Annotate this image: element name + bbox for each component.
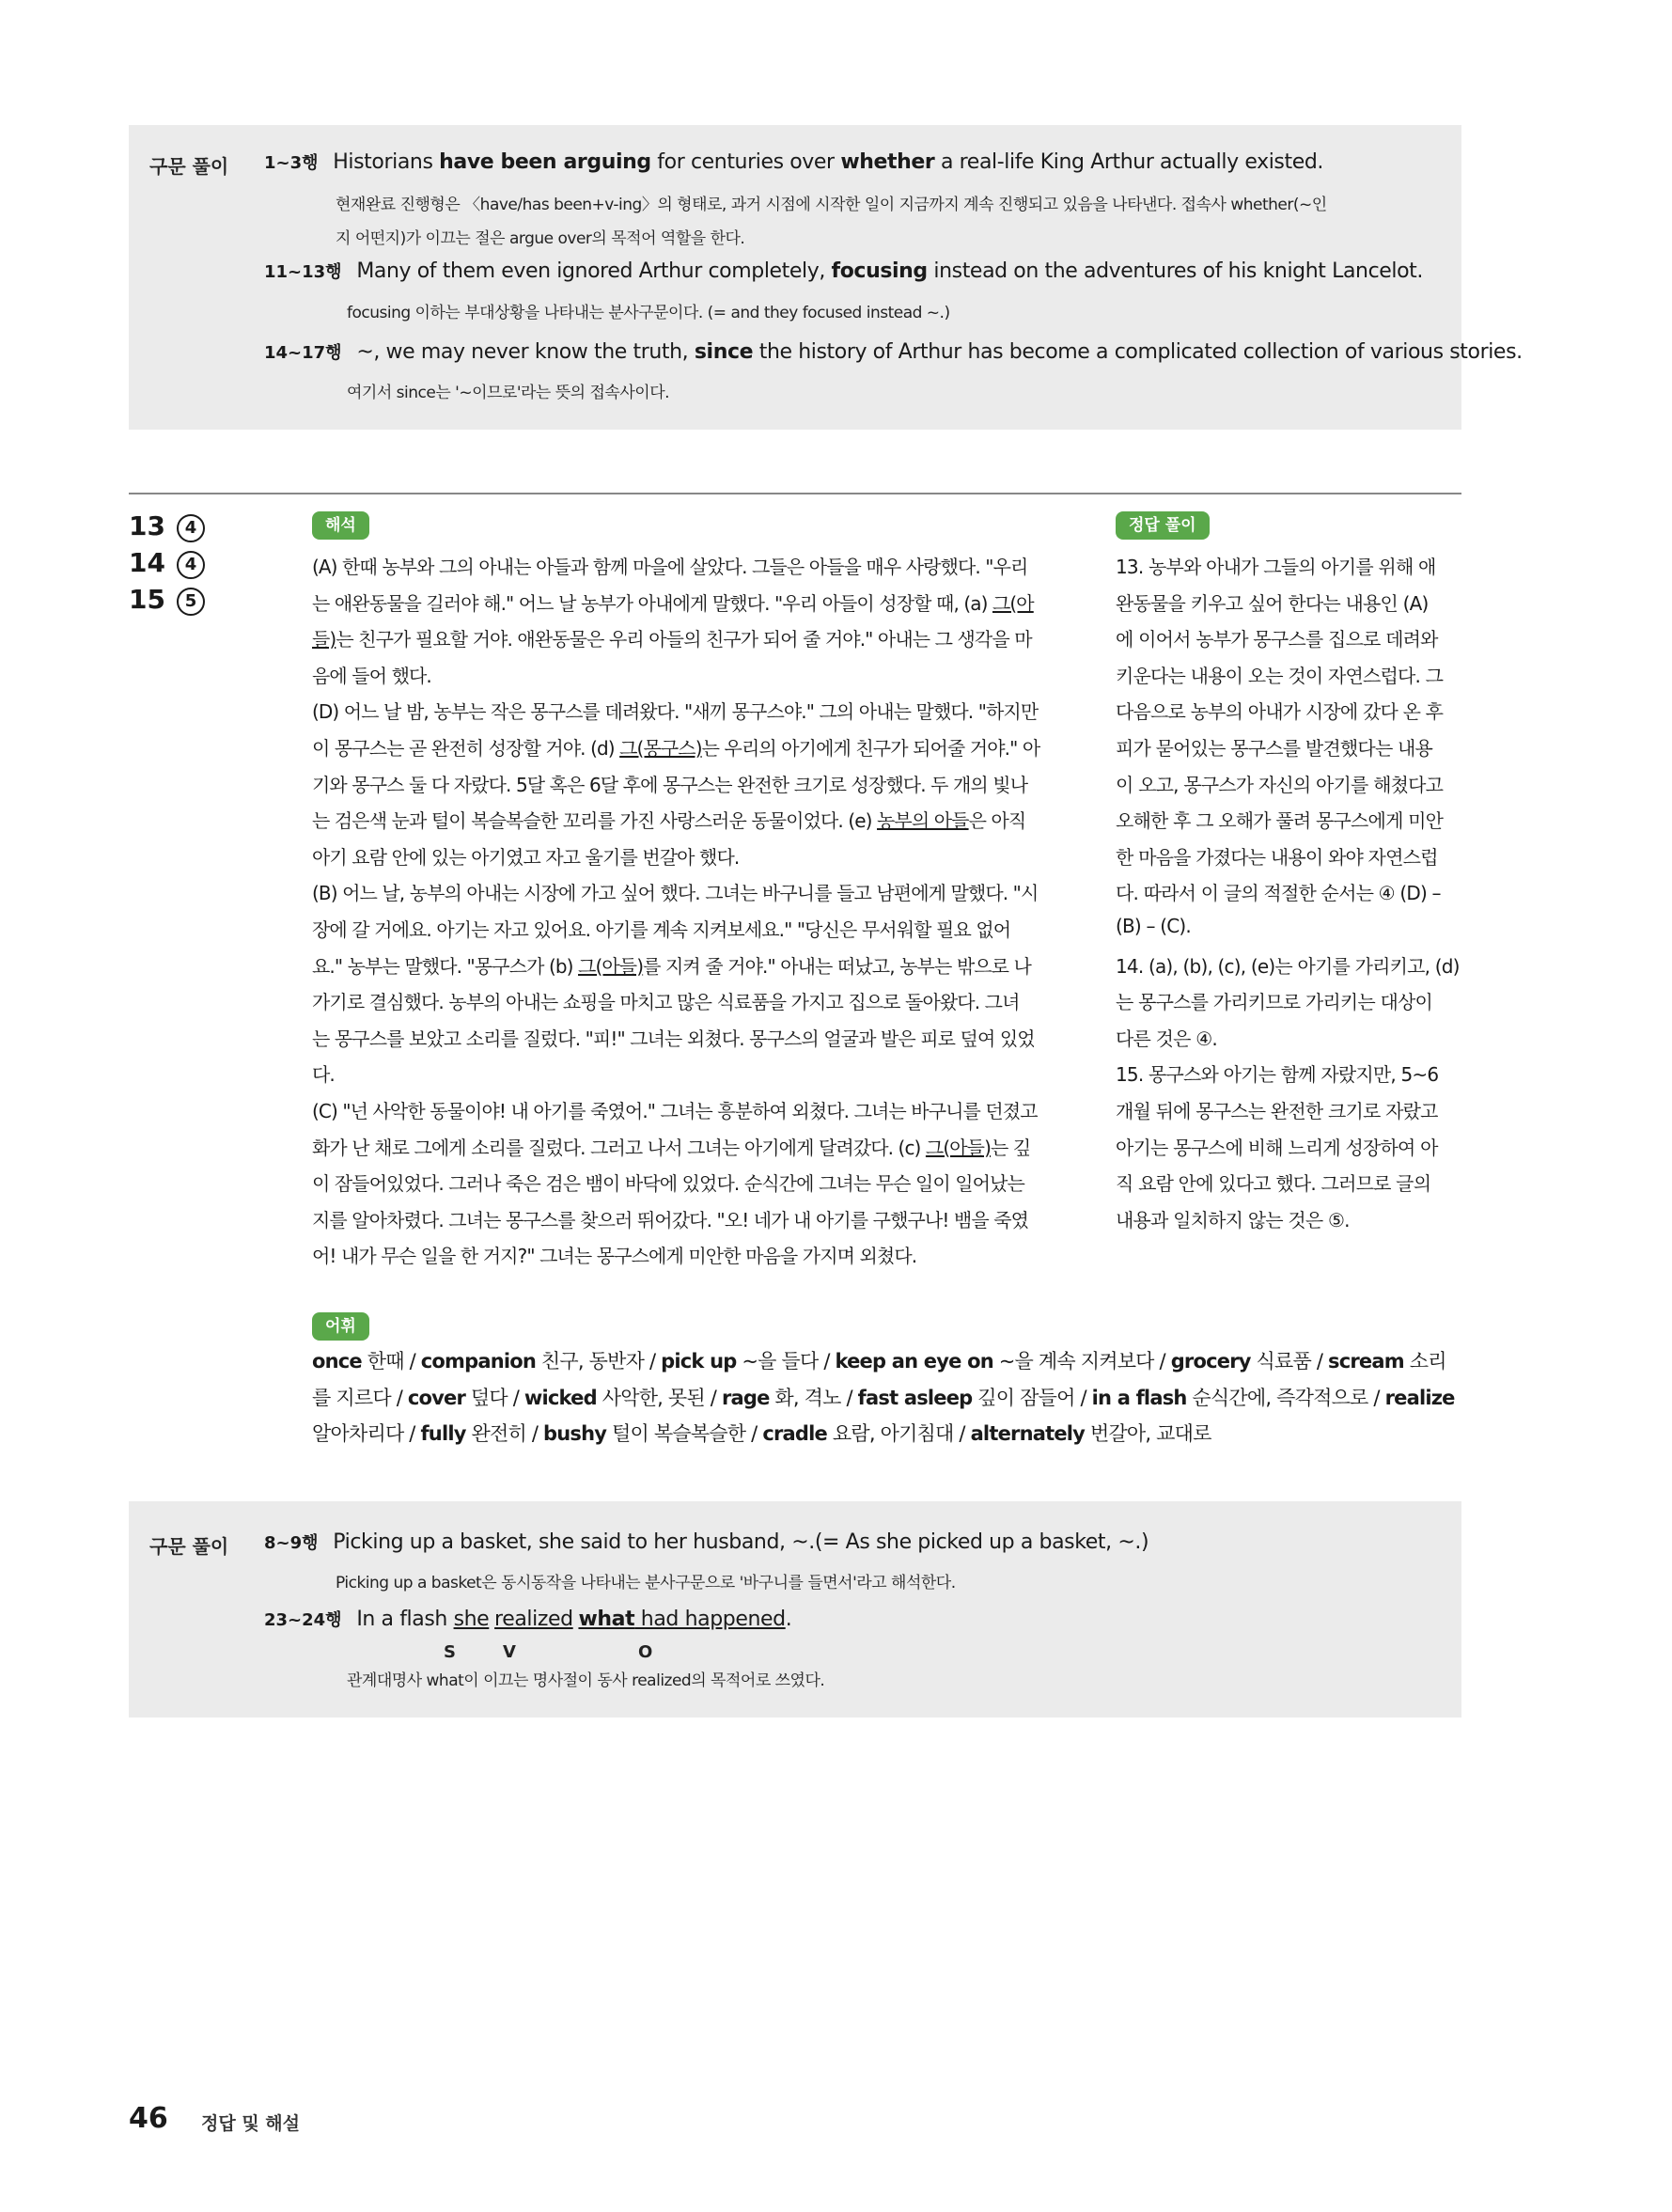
explanation-line: 이 오고, 몽구스가 자신의 아기를 해쳤다고 — [1116, 773, 1444, 796]
vocab-term: fast asleep — [857, 1386, 973, 1409]
vocab-term: cradle — [762, 1422, 827, 1445]
vocab-term: grocery — [1170, 1350, 1251, 1373]
box2-label: 구문 풀이 — [149, 1535, 229, 1558]
vocab-term: realize — [1384, 1386, 1455, 1409]
vocab-term: cover — [407, 1386, 466, 1409]
translation-label: 해석 — [312, 511, 369, 540]
answer-14: 14 4 — [129, 547, 205, 579]
vocab-meaning: 완전히 / — [465, 1422, 544, 1445]
subject-marker: S — [444, 1642, 456, 1662]
box2-row-2: 23~24행 In a flash she realized what had happened. — [264, 1608, 792, 1631]
vocab-meaning: 식료품 / — [1250, 1350, 1329, 1373]
section-divider — [129, 493, 1461, 494]
translation-line: 기와 몽구스 둘 다 자랐다. 5달 혹은 6달 후에 몽구스는 완전한 크기로 성장했다. 두 개의 빛나 — [312, 773, 1028, 796]
explanation-line: 다. 따라서 이 글의 적절한 순서는 ④ (D) – — [1116, 882, 1441, 905]
explanation-line: (B) – (C). — [1116, 915, 1191, 937]
vocab-meaning: 화, 격노 / — [769, 1386, 858, 1409]
translation-line: (B) 어느 날, 농부의 아내는 시장에 가고 싶어 했다. 그녀는 바구니를 들고 남편에게 말했다. "시 — [312, 882, 1039, 905]
vocab-meaning: 친구, 동반자 / — [536, 1350, 662, 1373]
explanation-line: 13. 농부와 아내가 그들의 아기를 위해 애 — [1116, 556, 1436, 578]
box1-label: 구문 풀이 — [149, 155, 229, 178]
box1-row-2: 11~13행 Many of them even ignored Arthur completely, focusing instead on the adventures of his knight Lancelot. — [264, 259, 1424, 283]
box1-row-1: 1~3행 Historians have been arguing for centuries over whether a real-life King Arthur actually existed. — [264, 150, 1323, 174]
box2-row-1: 8~9행 Picking up a basket, she said to her husband, ~.(= As she picked up a basket, ~.) — [264, 1530, 1149, 1554]
explanation-line: 내용과 일치하지 않는 것은 ⑤. — [1116, 1208, 1350, 1232]
translation-line: (C) "넌 사악한 동물이야! 내 아기를 죽였어." 그녀는 흥분하여 외쳤다. 그녀는 바구니를 던졌고 — [312, 1100, 1038, 1122]
vocab-line — [312, 1346, 1446, 1374]
answer-13: 13 4 — [129, 510, 205, 542]
vocab-term: in a flash — [1091, 1386, 1187, 1409]
translation-line: 들)는 친구가 필요할 거야. 애완동물은 우리 아들의 친구가 되어 줄 거야." 아내는 그 생각을 마 — [312, 628, 1032, 651]
vocab-meaning: 한때 / — [361, 1350, 421, 1373]
explanation-line: 개월 뒤에 몽구스는 완전한 크기로 자랐고 — [1116, 1100, 1438, 1122]
explanation-line: 15. 몽구스와 아기는 함께 자랐지만, 5~6 — [1116, 1063, 1439, 1087]
vocab-meaning: 를 지르다 / — [312, 1386, 408, 1409]
explanation-line: 키운다는 내용이 오는 것이 자연스럽다. 그 — [1116, 664, 1444, 687]
box1-note-2: 지 어떤지)가 이끄는 절은 argue over의 목적어 역할을 한다. — [336, 229, 745, 248]
box1-note-4: 여기서 since는 '~이므로'라는 뜻의 접속사이다. — [347, 384, 670, 402]
vocab-line — [312, 1419, 1211, 1447]
vocab-term: scream — [1328, 1350, 1404, 1373]
grammar-box-1 — [129, 125, 1523, 430]
grammar-box-2 — [129, 1501, 1461, 1718]
box1-note-1: 현재완료 진행형은 〈have/has been+v-ing〉의 형태로, 과거 시점에 시작한 일이 지금까지 계속 진행되고 있음을 나타낸다. 접속사 whether(~인 — [336, 196, 1327, 214]
translation-line: 가기로 결심했다. 농부의 아내는 쇼핑을 마치고 많은 식료품을 가지고 집으로 돌아왔다. 그녀 — [312, 991, 1020, 1014]
footer-title: 정답 및 해설 — [201, 2113, 300, 2134]
verb-marker: V — [503, 1642, 516, 1662]
translation-line: 는 몽구스를 보았고 소리를 질렀다. "피!" 그녀는 외쳤다. 몽구스의 얼굴과 발은 피로 덮여 있었 — [312, 1027, 1035, 1050]
explanation-line: 다른 것은 ④. — [1116, 1027, 1217, 1050]
vocab-meaning: 털이 복슬복슬한 / — [606, 1422, 763, 1445]
vocab-meaning: 요람, 아기침대 / — [826, 1422, 971, 1445]
translation-line: (A) 한때 농부와 그의 아내는 아들과 함께 마을에 살았다. 그들은 아들을 매우 사랑했다. "우리 — [312, 556, 1028, 578]
translation-line: 이 잠들어있었다. 그러나 죽은 검은 뱀이 바닥에 있었다. 순식간에 그녀는 무슨 일이 일어났는 — [312, 1172, 1024, 1196]
explanation-line: 다음으로 농부의 아내가 시장에 갔다 온 후 — [1116, 700, 1444, 724]
vocab-term: pick up — [661, 1350, 737, 1373]
vocab-term: bushy — [543, 1422, 607, 1445]
vocab-meaning: 깊이 잠들어 / — [972, 1386, 1092, 1409]
translation-line: 는 검은색 눈과 털이 복슬복슬한 꼬리를 가진 사랑스러운 동물이었다. (e) 농부의 아들은 아직 — [312, 809, 1026, 833]
vocab-meaning: 알아차리다 / — [312, 1422, 421, 1445]
translation-line: 음에 들어 했다. — [312, 664, 431, 687]
vocab-term: keep an eye on — [835, 1350, 993, 1373]
vocab-line — [312, 1383, 1455, 1411]
box2-note-2: 관계대명사 what이 이끄는 명사절이 동사 realized의 목적어로 쓰였다. — [347, 1671, 825, 1690]
vocab-meaning: 순식간에, 즉각적으로 / — [1186, 1386, 1385, 1409]
vocab-term: fully — [420, 1422, 466, 1445]
vocab-term: wicked — [523, 1386, 597, 1409]
explanation-line: 한 마음을 가졌다는 내용이 와야 자연스럽 — [1116, 845, 1438, 869]
translation-line: 장에 갈 거에요. 아기는 자고 있어요. 아기를 계속 지켜보세요." "당신은 무서워할 필요 없어 — [312, 918, 1011, 941]
vocab-term: once — [312, 1350, 362, 1373]
vocab-meaning: ~을 계속 지켜보다 / — [992, 1350, 1171, 1373]
vocab-term: rage — [721, 1386, 770, 1409]
translation-line: 는 애완동물을 길러야 해." 어느 날 농부가 아내에게 말했다. "우리 아들이 성장할 때, (a) 그(아 — [312, 591, 1034, 615]
explanation-line: 완동물을 키우고 싶어 한다는 내용인 (A) — [1116, 591, 1429, 615]
explanation-line: 피가 묻어있는 몽구스를 발견했다는 내용 — [1116, 737, 1433, 760]
translation-line: 아기 요람 안에 있는 아기였고 자고 울기를 번갈아 했다. — [312, 845, 740, 869]
translation-line: 어! 내가 무슨 일을 한 거지?" 그녀는 몽구스에게 미안한 마음을 가지며 외쳤다. — [312, 1245, 917, 1268]
vocab-term: companion — [420, 1350, 537, 1373]
vocab-meaning: 소리 — [1403, 1350, 1446, 1373]
translation-line: 지를 알아차렸다. 그녀는 몽구스를 찾으러 뛰어갔다. "오! 네가 내 아기를 구했구나! 뱀을 죽였 — [312, 1208, 1029, 1232]
page-number: 46 — [129, 2102, 168, 2135]
box1-note-3: focusing 이하는 부대상황을 나타내는 분사구문이다. (= and they focused instead ~.) — [347, 304, 950, 322]
explanation-line: 오해한 후 그 오해가 풀려 몽구스에게 미안 — [1116, 809, 1444, 833]
explanation-line: 14. (a), (b), (c), (e)는 아기를 가리키고, (d) — [1116, 954, 1460, 978]
vocab-label: 어휘 — [312, 1312, 369, 1341]
explanation-line: 는 몽구스를 가리키므로 가리키는 대상이 — [1116, 991, 1433, 1014]
object-marker: O — [638, 1642, 653, 1662]
explanation-line: 직 요람 안에 있다고 했다. 그러므로 글의 — [1116, 1172, 1431, 1196]
vocab-meaning: 번갈아, 교대로 — [1085, 1422, 1211, 1445]
box1-row-3: 14~17행 ~, we may never know the truth, since the history of Arthur has become a complicated collection of various stories. — [264, 340, 1523, 364]
explanation-line: 에 이어서 농부가 몽구스를 집으로 데려와 — [1116, 628, 1438, 651]
answer-explain-label: 정답 풀이 — [1116, 511, 1210, 540]
answer-15: 15 5 — [129, 584, 205, 616]
translation-line: 이 몽구스는 곧 완전히 성장할 거야. (d) 그(몽구스)는 우리의 아기에게 친구가 되어줄 거야." 아 — [312, 737, 1040, 760]
vocab-meaning: 덮다 / — [465, 1386, 524, 1409]
vocab-term: alternately — [970, 1422, 1086, 1445]
vocab-meaning: 사악한, 못된 / — [596, 1386, 722, 1409]
vocab-meaning: ~을 들다 / — [736, 1350, 836, 1373]
translation-line: (D) 어느 날 밤, 농부는 작은 몽구스를 데려왔다. "새끼 몽구스야." 그의 아내는 말했다. "하지만 — [312, 700, 1039, 724]
box2-note-1: Picking up a basket은 동시동작을 나타내는 분사구문으로 '바구니를 들면서'라고 해석한다. — [336, 1574, 956, 1592]
translation-line: 다. — [312, 1063, 335, 1087]
translation-line: 화가 난 채로 그에게 소리를 질렀다. 그러고 나서 그녀는 아기에게 달려갔다. (c) 그(아들)는 깊 — [312, 1136, 1031, 1159]
explanation-line: 아기는 몽구스에 비해 느리게 성장하여 아 — [1116, 1136, 1438, 1159]
translation-line: 요." 농부는 말했다. "몽구스가 (b) 그(아들)를 지켜 줄 거야." 아내는 떠났고, 농부는 밖으로 나 — [312, 954, 1031, 978]
